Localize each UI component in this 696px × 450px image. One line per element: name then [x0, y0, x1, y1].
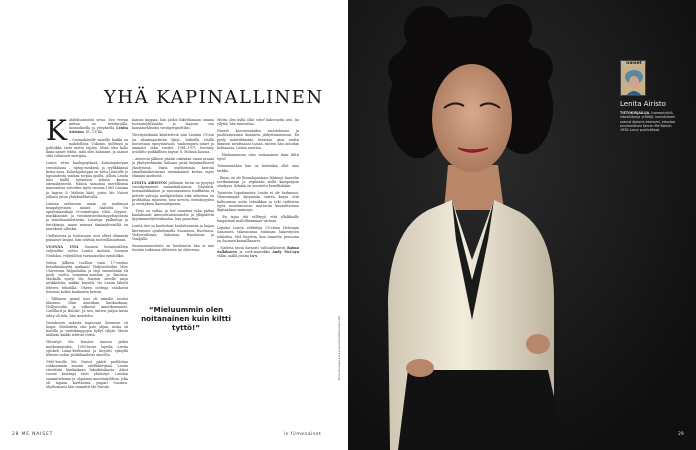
paragraph: – Suomalaiselle naiselle kaikki on mahdollista. Uskonto, kulttuuri ja politiikka eivät mettä rajoita. Minä olen koko ikäni naiset tehtiä, mitä olen halunnut, ja saanut siitä valtavasti energiaa.	[46, 137, 128, 159]
paragraph: – Avioeron jälkeen päätin rakentaa oman uraani ja yksityiselämäni haluaan pitää kirjaimellisesti yksityisenä. Vasta myöhemmin kerroin omaelämäkerturani ensimmäistä kertaa myös elämäni miehestä.	[132, 157, 214, 178]
article-headline: YHÄ KAPINALLINEN	[104, 87, 324, 108]
paragraph: – En tajua itäi vällityyä, että ellalkkoille hingattaan maltollinimman varhain.	[217, 214, 299, 224]
lead-paragraph	[46, 114, 128, 147]
folio-url: is.fi/menaiset	[284, 432, 322, 437]
paragraph	[217, 246, 299, 258]
paragraph: Lenita istuu kaalispöytänsä Kalastajatorpan ravintolassa – tiptop-meikissä ja tyylikkäässä kotoa asua. Kalastajatorppa on tuttu Lenitalle jo lapsuudesta vanhan torpan ajoilta, jolloin Lenita kävi täällä syömässä äitinsä kanssa omenakyntestä. Näissä samoissa merellisissä maisemissa vietettiin myös vuonna 1961 Lenitan ja Ingvar S. Melinin häät, joista Me Naiset julkaisi jutun yhdeksälläsivulla.	[46, 161, 128, 199]
paragraph: – Ilman on ole lhunulajaisisani lähtenyt hauvelin nortkamnaan ja regimään siellä kampanjoin säudyyni. Sekään on muutettu henefliokään.	[217, 175, 299, 189]
paragraph: Lenita itse on kouluttaut kouluttaunsaa ja laajan kiertutusta opiskelemalla Suomessa, Ruotsissa, Yhdysvalloissa, Saksassa, Ranskassa ja Venäjällä.	[132, 224, 214, 241]
folio-right: 29	[678, 432, 684, 437]
lead-tail: , 81, CV:llä.	[83, 130, 103, 135]
caption-description	[620, 111, 682, 132]
caption-text: , tuomariyhtiö, liikesiliitonja yrittäjä, koulutuksen saanut diplomi-ekonomi, edustaa ensimmäisen kerran Me Naisiin 1950-luvun puolivälissä.	[620, 111, 676, 133]
paragraph: kanssa kuppaa, hän jatkoi liikeitlamaan omana tuotantoyhtiönään ja laajensi sen kansainväliseksi viestipergioittiksi.	[132, 118, 214, 131]
paragraph-text: Suomen hotaisivalliten veljesilitto valitsi Lenita Airiston Suomen Neidoksi, veljesilliton varsinaiseksi symboliksi.	[46, 245, 128, 258]
article-column-3	[217, 118, 299, 261]
paragraph: – Tällainen grand tour oli minulle suurisi tilaisuus. Näin Amerikan kuitkaukaan, Hollywoodin ja valkovat amerikannaiset, Cadillacit ja Buickit. Ja sen, mitten paljon käsin tehty oli tötä, hän muistelee.	[46, 296, 128, 318]
paragraph: Toteuminstään hän on kuitenkin ollut aina tarkka.	[217, 164, 299, 173]
subhead-lead: LENITA AIRISTON	[132, 181, 167, 186]
lead-bold-name: Lenita Airiston	[68, 126, 128, 135]
photo-caption	[620, 100, 682, 132]
pull-quote: “Mieluummin olen noitanainen kuin kiltti tyttö!”	[141, 305, 231, 332]
paragraph: Urellaisessa ja tiedossaan ovat olleet elämästä puinaiset langat, hän selittää tuottelläisuuttaan.	[46, 233, 128, 243]
subhead-lead: VUONNA 1954	[46, 245, 79, 250]
continued-marker: ta-s	[250, 254, 258, 259]
paragraph	[46, 245, 128, 257]
paragraph-text: juhlinnin luvun on pysynyt vuosikymmenet samankaltaisena. Näyttävä, tummatukkainen ja suorasanainen tradfinnen ei pettele vahvoja mielipiteitään eikä aiheensa on profiloiitaa ruposten, taso urveen, itsenäisyyden ja sivistyksen kanssaitajuaan.	[132, 181, 215, 206]
cover-portrait-icon	[621, 67, 646, 96]
italic-word: rebel	[255, 118, 265, 122]
paragraph-text: ja rock-muusikko	[236, 250, 273, 255]
paragraph: Yhteityöelämää käsitteleviä niin Lenitan CV:ssä on silmäinpistävän lyhyt. Vaikeilla etsillä luovuttaan syntymävuosi, vanhempien nimet ja ammatit sekä vuodet 1961–1971 leeväiny avioliitto poikkillisen Ingvar S. Melinin kanssa.	[132, 133, 214, 155]
paragraph: Lenitan mittavaan uraan on mahtunut bengalyyttinen määrä häätöitä. On opiatomaatikaja tv-toimittajan töitä. Myynti-, markkinointi- ja viestintäviestintäopettajutusta ja maailmankiertueita. Luentoja, palkintoja ja tietokirjoja, muun muassa tämänyhteisöllä on juureksen olleeksi.	[46, 201, 128, 231]
paragraph: Nuoret koeovennäiden ravistelutsaa ja puolitainvainen ihmisiivu järkyttämiseensä. En pysty määrittämään itsestäni. Aina uuden ihmisen tavattuaani to/aan, mitten hän antoihin kohtaansa, Lenita naurtaa.	[217, 129, 299, 150]
right-page	[348, 0, 696, 450]
paragraph: Suomanaisuudesto on huolimatta hän ei näe itseään tutkiossa elilteesta tai eliitevena.	[132, 244, 214, 253]
bold-name: Andy McCoyn	[272, 250, 299, 255]
paragraph: – Mieluumminin olen noitanainen kuin kiltti tyttö!	[217, 153, 299, 162]
article-column-2	[132, 118, 214, 255]
caption-role: TIETOKIRJAILIJA	[620, 111, 650, 115]
paragraph-text: väliin, mällä joutini	[217, 254, 251, 259]
right-hand	[526, 334, 550, 354]
paragraph-text: kaksvuotta asti. Ini yllyttä, hän tunnustaa.	[217, 118, 299, 127]
paragraph-text: – Sjatteta tässä hienosti valtioalheisesti	[217, 245, 288, 250]
paragraph: Voiton jälkeen tuollion vaiin 17-vuotias brändäämisyttä maikanti Yhdysvaltoihin Miss Universum -kilpailuihin ja vieji ennenlitään eli puoli vuotta toimintaa-maahan ja ilmoissa. Matkalla syntyi Me Naisten siivelle sarja artikkeleita, makke kirjoitti. Ne Lenita lähetti lehteen tekstiillä. Oheen otettuja valokuvat lisäsivat kolme kuukautta kerran.	[46, 260, 128, 294]
lead-text: ahdeksantoista sivua. Sen verran mittaa on tietokirjalla, luonnoksella ja yrityksellä	[68, 118, 128, 131]
paragraph: Vastaksiota sodasta toipuvaan Suomeen oli huipu. Mediatieta otin pole ohjaa, ruoka oli kortilla ja vaatekauppojen hyllyt tyhjät. Matta iäältään kaikki tehtiviä töistä.	[46, 320, 128, 338]
folio-left: 28 ME NAISET	[12, 432, 54, 437]
paragraph: 1960-luvulla Me Naiset päätti profiloitua rohkeammin muotin edelläkävijänä. Lenita värvättiin kuukinkaan lukuikitsikasta. Aihot vuosia kestänyt tävis yhteistyö. Lenitan suunnittelemia ja ohjaamia muotinäytöksia, joka oli tapaan kiertävänä ympäri Suomen. Myöhemmin hän suunnitti Me Naisiin	[46, 359, 128, 389]
caption-name: Lenita Airisto	[620, 100, 666, 108]
paragraph: – Tieto on valtaa, ja low anaattaa raha paltaa kuulaksaatt Aineosittaisiemiselta ja ylläpidettä kyyntammilyhteiskuntaa, hän painottaa.	[132, 208, 214, 222]
article-column-1	[46, 114, 128, 392]
face	[432, 64, 512, 172]
cover-masthead: naiset	[621, 61, 646, 67]
black-skirt	[398, 370, 566, 450]
paragraph: Lopuksi Lenita välitäityä CV:stään Helsingin Sanomien takavasuina toiminan hänestyisen toikioksa. Sitä löyyttiin, kun tunnettu persoona on Suomen kansallisaarrs.	[217, 226, 299, 243]
paragraph: Yhteistyö Me Naisten kanssa jatkui myöhemminkin. 1950-luvun lopulla Lenita opiskeli Lääni-Berliinissä ja kirjoitti syksyllä lehteen sodan politiikaudesta alueelta.	[46, 340, 128, 357]
photo-credit: Kuva Kuvaaja Laura Vuoste/nikkarinaturisti	[337, 315, 341, 380]
drop-cap: K	[46, 114, 67, 147]
paragraph-text: Mutta olen kyllä ollut	[217, 118, 256, 122]
left-hand	[406, 359, 434, 377]
paragraph	[217, 118, 299, 126]
magazine-cover-thumbnail	[620, 60, 646, 96]
paragraph: Työnteon luputtamista Lenita ei ole harkinnut. Viimeisimpää kysymään vartea kasyn ottii kaltuuanuu uutta tekniikkaa ja teki vaihtavaa tyytä ruututaevasso muttuvaa kuuralitiotaan digitaalisen maxonyn.	[217, 191, 299, 212]
paragraph	[132, 181, 214, 206]
bold-name: Raimo Sailakseen	[217, 245, 299, 255]
